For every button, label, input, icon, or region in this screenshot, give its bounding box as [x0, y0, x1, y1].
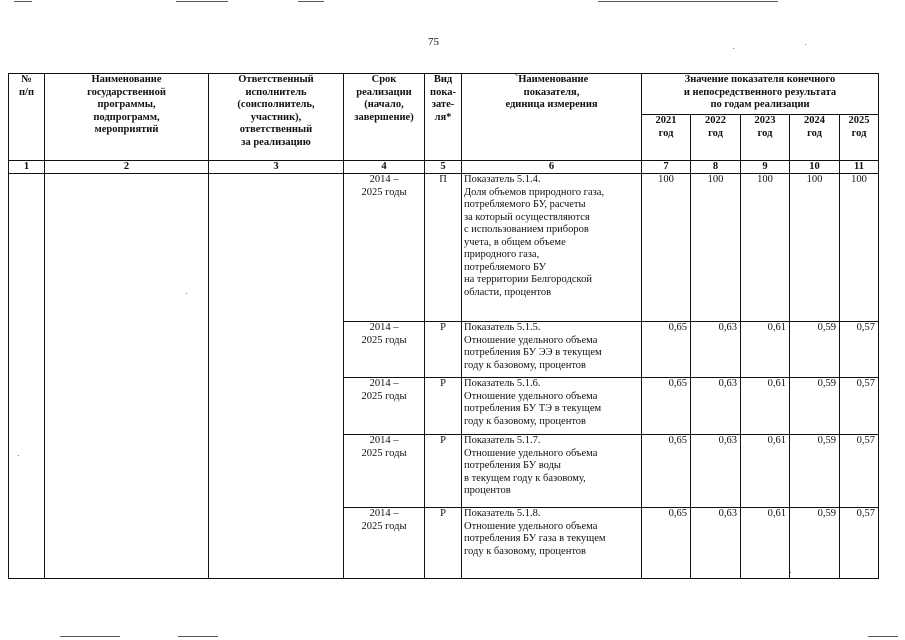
speck	[733, 48, 734, 49]
program-name-cell	[45, 174, 209, 579]
value-2024: 0,59	[790, 508, 840, 579]
scan-line-bottom-right	[868, 636, 898, 637]
scan-line-top-mid2	[298, 1, 324, 2]
term-cell: 2014 – 2025 годы	[344, 174, 425, 322]
value-2023: 0,61	[741, 508, 790, 579]
value-2025: 100	[840, 174, 879, 322]
value-2025: 0,57	[840, 378, 879, 435]
header-values-group: Значение показателя конечного и непосредственного результата по годам реализации	[642, 74, 879, 115]
value-2023: 0,61	[741, 435, 790, 508]
speck	[805, 44, 806, 45]
term-cell: 2014 – 2025 годы	[344, 378, 425, 435]
header-term: Срок реализации (начало, завершение)	[344, 74, 425, 161]
column-number: 3	[209, 161, 344, 174]
header-row	[9, 74, 879, 115]
scan-line-bottom-left	[60, 636, 120, 637]
value-2025: 0,57	[840, 508, 879, 579]
value-2025: 0,57	[840, 322, 879, 378]
value-2023: 0,61	[741, 378, 790, 435]
value-2021: 0,65	[642, 322, 691, 378]
indicator-type-cell: Р	[425, 435, 462, 508]
column-number: 7	[642, 161, 691, 174]
value-2024: 100	[790, 174, 840, 322]
value-2024: 0,59	[790, 378, 840, 435]
value-2022: 0,63	[691, 378, 741, 435]
term-cell: 2014 – 2025 годы	[344, 508, 425, 579]
indicator-name-cell: Показатель 5.1.7. Отношение удельного объема потребления БУ воды в текущем году к базовому, процентов	[462, 435, 642, 508]
row-number-cell	[9, 174, 45, 579]
header-year-2021: 2021 год	[642, 115, 691, 161]
value-2021: 100	[642, 174, 691, 322]
term-cell: 2014 – 2025 годы	[344, 322, 425, 378]
value-2022: 0,63	[691, 322, 741, 378]
column-number: 10	[790, 161, 840, 174]
indicators-table	[8, 73, 879, 579]
header-year-2025: 2025 год	[840, 115, 879, 161]
indicator-type-cell: Р	[425, 322, 462, 378]
column-number: 1	[9, 161, 45, 174]
indicator-name-cell: Показатель 5.1.6. Отношение удельного объема потребления БУ ТЭ в текущем году к базовому, процентов	[462, 378, 642, 435]
value-2021: 0,65	[642, 508, 691, 579]
indicator-name-cell: Показатель 5.1.4. Доля объемов природного газа, потребляемого БУ, расчеты за который осуществляются с использованием приборов учета, в общем объеме природного газа, потребляемого БУ на территории Белгородской области, процентов	[462, 174, 642, 322]
indicator-name-cell: Показатель 5.1.8. Отношение удельного объема потребления БУ газа в текущем году к базовому, процентов	[462, 508, 642, 579]
value-2022: 100	[691, 174, 741, 322]
column-number: 8	[691, 161, 741, 174]
header-number: № п/п	[9, 74, 45, 161]
value-2021: 0,65	[642, 435, 691, 508]
header-year-2023: 2023 год	[741, 115, 790, 161]
indicator-type-cell: Р	[425, 378, 462, 435]
value-2025: 0,57	[840, 435, 879, 508]
scan-line-top-mid	[176, 1, 228, 2]
header-indicator-type: Вид пока- зате- ля*	[425, 74, 462, 161]
value-2022: 0,63	[691, 508, 741, 579]
column-number: 6	[462, 161, 642, 174]
column-number: 9	[741, 161, 790, 174]
column-number-row	[9, 161, 879, 174]
term-cell: 2014 – 2025 годы	[344, 435, 425, 508]
indicator-type-cell: Р	[425, 508, 462, 579]
column-number: 5	[425, 161, 462, 174]
executor-cell	[209, 174, 344, 579]
value-2023: 100	[741, 174, 790, 322]
column-number: 11	[840, 161, 879, 174]
value-2024: 0,59	[790, 322, 840, 378]
value-2021: 0,65	[642, 378, 691, 435]
value-2022: 0,63	[691, 435, 741, 508]
header-program-name: Наименование государственной программы, подпрограмм, мероприятий	[45, 74, 209, 161]
header-year-2024: 2024 год	[790, 115, 840, 161]
scan-line-bottom-mid	[178, 636, 218, 637]
scan-line-top-left	[14, 1, 32, 2]
value-2023: 0,61	[741, 322, 790, 378]
table-row	[9, 174, 879, 322]
header-year-2022: 2022 год	[691, 115, 741, 161]
value-2024: 0,59	[790, 435, 840, 508]
scan-line-top-right	[598, 1, 778, 2]
indicator-name-cell: Показатель 5.1.5. Отношение удельного объема потребления БУ ЭЭ в текущем году к базовому, процентов	[462, 322, 642, 378]
column-number: 2	[45, 161, 209, 174]
header-indicator-name: `Наименование показателя, единица измерения	[462, 74, 642, 161]
column-number: 4	[344, 161, 425, 174]
indicator-type-cell: П	[425, 174, 462, 322]
header-executor: Ответственный исполнитель (соисполнитель, участник), ответственный за реализацию	[209, 74, 344, 161]
page-number: 75	[428, 36, 439, 48]
